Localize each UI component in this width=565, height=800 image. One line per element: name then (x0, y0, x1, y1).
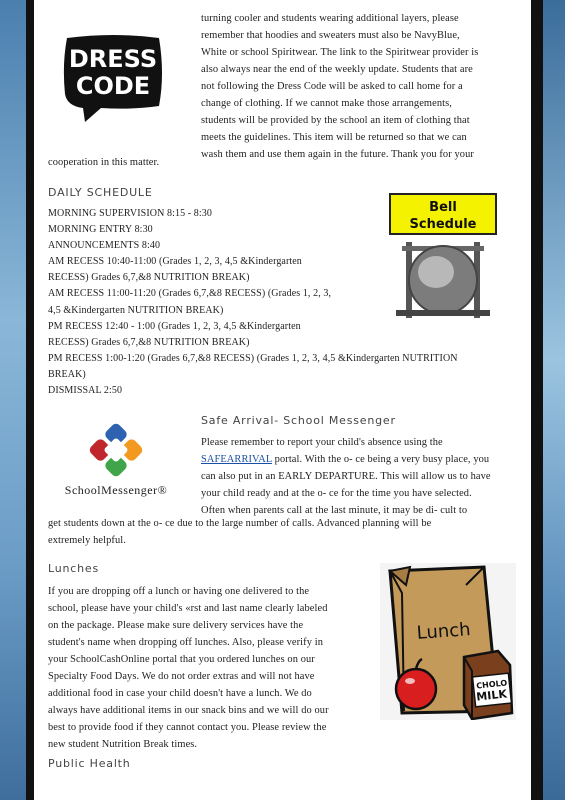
text-line: always have additional items in our snack bins and we will do our (48, 705, 329, 716)
text-line: student's name when dropping off lunches. Also, please verify in (48, 637, 324, 648)
text-line: new student Nutrition Break times. (48, 739, 198, 750)
dress-code-text (201, 10, 513, 163)
bell-label-line2: Schedule (409, 217, 477, 232)
text-line: wash them and use them again in the future. Thank you for your (201, 149, 474, 160)
dress-logo-line1: DRESS (68, 45, 158, 73)
safe-arrival-heading: Safe Arrival- School Messenger (201, 414, 396, 427)
bell-label-line1: Bell (429, 200, 457, 215)
text-line: Please remember to report your child's absence using the (201, 437, 443, 448)
school-messenger-logo (52, 422, 180, 502)
right-dark-border (531, 0, 543, 800)
text-line: get students down at the o- ce due to the large number of calls. Advanced planning will be (48, 518, 432, 529)
milk-label-line1: CHOLO (475, 678, 508, 691)
school-messenger-logo-text: SchoolMessenger® (64, 483, 168, 497)
text-line: If you are dropping off a lunch or having one delivered to the (48, 586, 310, 597)
schedule-line: RECESS) Grades 6,7,&8 NUTRITION BREAK) (48, 336, 250, 348)
newsletter-page (34, 0, 531, 800)
text-line: remember that hoodies and sweaters must also be NavyBlue, (201, 30, 460, 41)
lunches-heading: Lunches (48, 562, 99, 575)
dress-code-last-line: cooperation in this matter. (48, 157, 160, 168)
safe-arrival-text (201, 434, 515, 519)
dress-logo-line2: CODE (75, 72, 151, 100)
daily-schedule-heading: DAILY SCHEDULE (48, 186, 153, 199)
text-line: best to provide food if they cannot contact you. Please review the (48, 722, 327, 733)
schedule-line: DISMISSAL 2:50 (48, 385, 123, 397)
text-line (201, 451, 515, 468)
text-line: Specialty Food Days. We do not order extras and will not have (48, 671, 315, 682)
schedule-line: AM RECESS 11:00-11:20 (Grades 6,7,&8 RECESS) (Grades 1, 2, 3, (48, 288, 332, 300)
public-health-heading: Public Health (48, 757, 131, 770)
milk-label-line2: MILK (475, 687, 508, 704)
schedule-line: AM RECESS 10:40-11:00 (Grades 1, 2, 3, 4,5 &Kindergarten (48, 256, 302, 268)
schedule-line: ANNOUNCEMENTS 8:40 (48, 240, 161, 252)
bell-schedule-image (388, 192, 498, 318)
lunches-text (48, 583, 378, 753)
text-line: school, please have your child's «rst and last name clearly labeled (48, 603, 328, 614)
text-line: not following the Dress Code will be asked to call home for a (201, 81, 463, 92)
schedule-line: MORNING ENTRY 8:30 (48, 224, 153, 236)
schedule-line: BREAK) (48, 368, 86, 380)
text-line: your SchoolCashOnline portal that you ordered lunches on our (48, 654, 315, 665)
schedule-line: PM RECESS 1:00-1:20 (Grades 6,7,&8 RECESS) (Grades 1, 2, 3, 4,5 &Kindergarten NUTRITION (48, 352, 458, 364)
schedule-line: MORNING SUPERVISION 8:15 - 8:30 (48, 208, 212, 219)
safe-arrival-continued (48, 515, 513, 549)
schedule-line: PM RECESS 12:40 - 1:00 (Grades 1, 2, 3, 4,5 &Kindergarten (48, 320, 301, 332)
text-line: turning cooler and students wearing additional layers, please (201, 13, 459, 24)
text-line: can also put in an EARLY DEPARTURE. This will allow us to have (201, 471, 491, 482)
text-line: also always near the end of the weekly update. Students that are (201, 64, 473, 75)
text-line: your child ready and at the o- ce for the time you have selected. (201, 488, 472, 499)
text-line: additional food in case your child doesn't have a lunch. We do (48, 688, 312, 699)
text-line: change of clothing. If we cannot make those arrangements, (201, 98, 452, 109)
text-line: meets the guidelines. This item will be returned so that we can (201, 132, 467, 143)
lunch-bag-image (380, 563, 516, 720)
text-line: students will be provided by the school an item of clothing that (201, 115, 470, 126)
bag-label: Lunch (416, 619, 472, 644)
text-line: White or school Spiritwear. The link to the Spiritwear provider is (201, 47, 479, 58)
text-line: on the package. Please make sure delivery services have the (48, 620, 304, 631)
text-line: extremely helpful. (48, 535, 126, 546)
dress-code-logo (61, 34, 165, 124)
schedule-line: RECESS) Grades 6,7,&8 NUTRITION BREAK) (48, 272, 250, 284)
text-line: Often when parents call at the last minute, it may be di- cult to (201, 505, 468, 516)
schedule-line: 4,5 &Kindergarten NUTRITION BREAK) (48, 304, 224, 316)
safearrival-link[interactable]: SAFEARRIVAL (201, 454, 272, 465)
text-fragment: portal. With the o- ce being a very busy place, you (271, 454, 490, 465)
